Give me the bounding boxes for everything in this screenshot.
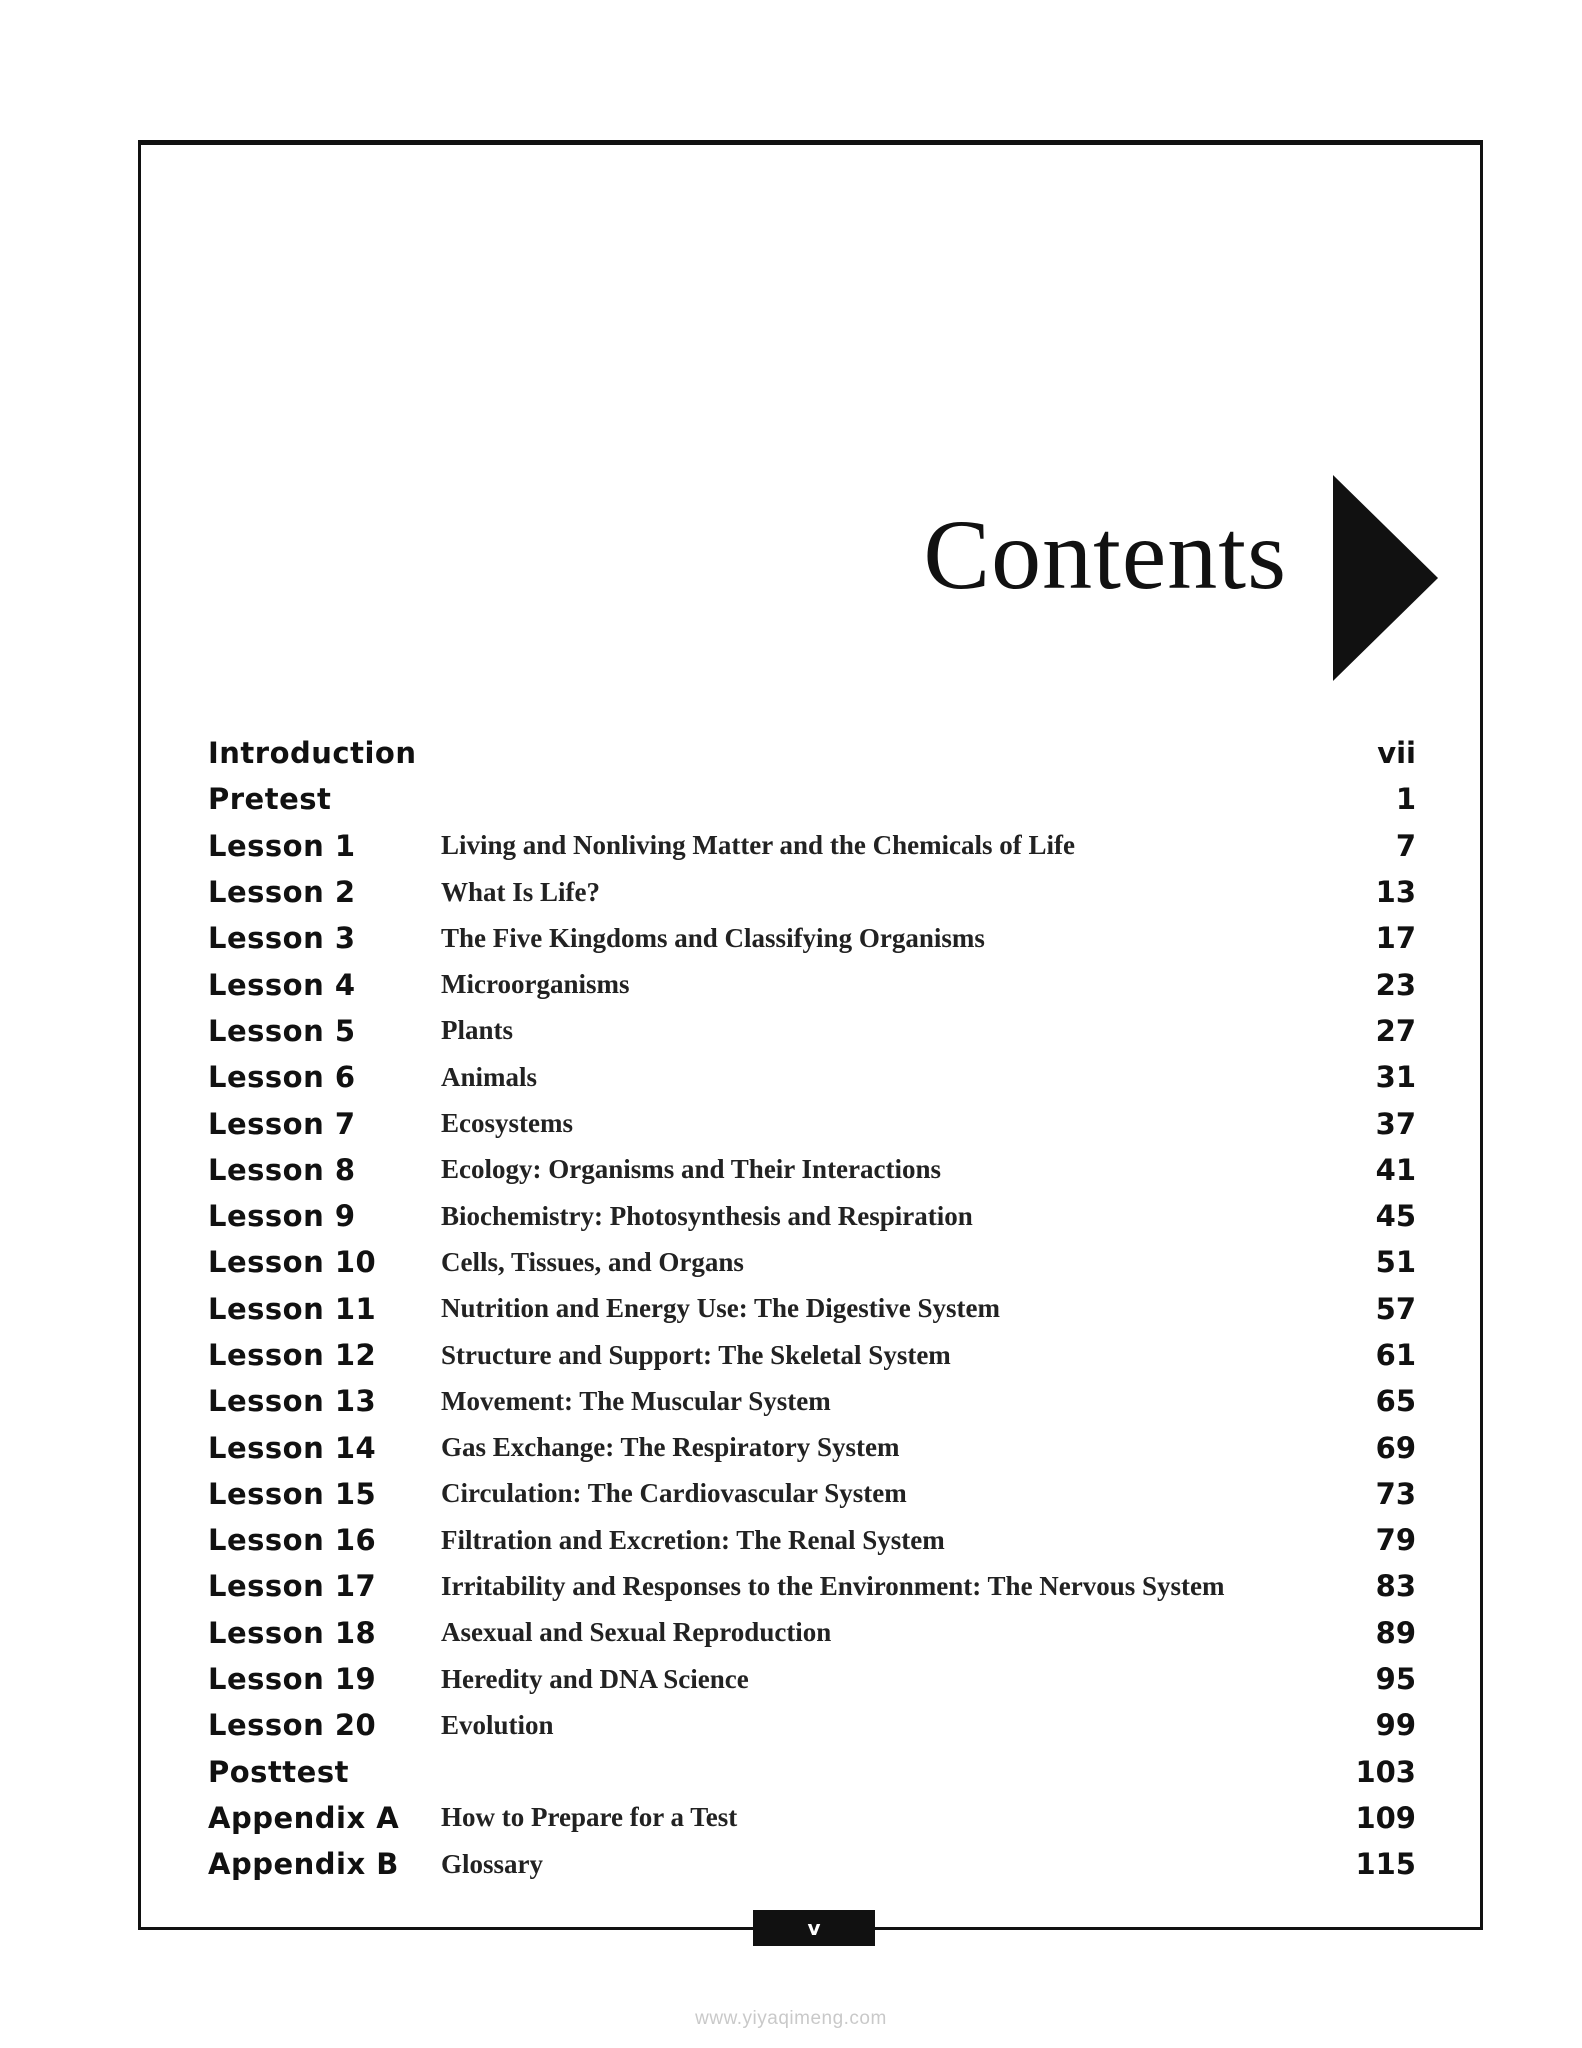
- toc-row-appendix-a[interactable]: [208, 1795, 1416, 1841]
- toc-row-lesson-15[interactable]: [208, 1471, 1416, 1517]
- toc-label: Lesson 18: [208, 1615, 377, 1650]
- toc-page: 1: [1395, 782, 1416, 817]
- toc-page: 61: [1375, 1338, 1416, 1372]
- toc-title: How to Prepare for a Test: [441, 1802, 738, 1833]
- toc-page: 73: [1375, 1476, 1416, 1511]
- toc-page: 13: [1375, 875, 1416, 910]
- watermark: www.yiyaqimeng.com: [695, 2008, 887, 2029]
- toc-row-lesson-1[interactable]: [208, 823, 1416, 869]
- toc-page: 7: [1395, 828, 1416, 863]
- toc-page: 27: [1375, 1013, 1416, 1048]
- toc-page: 95: [1375, 1662, 1416, 1697]
- toc-title: Evolution: [441, 1709, 554, 1740]
- toc-title: Filtration and Excretion: The Renal System: [441, 1524, 945, 1555]
- toc-label: Appendix B: [208, 1847, 399, 1882]
- toc-row-lesson-8[interactable]: [208, 1147, 1416, 1193]
- toc-row-lesson-5[interactable]: [208, 1008, 1416, 1054]
- toc-page: 65: [1375, 1384, 1416, 1419]
- toc-page: 23: [1375, 967, 1416, 1002]
- toc-label: Lesson 5: [208, 1013, 356, 1048]
- toc-row-lesson-18[interactable]: [208, 1610, 1416, 1656]
- toc-title: Nutrition and Energy Use: The Digestive System: [441, 1293, 1000, 1324]
- toc-label: Pretest: [208, 782, 332, 817]
- toc-row-lesson-6[interactable]: [208, 1054, 1416, 1100]
- toc-row-lesson-12[interactable]: [208, 1332, 1416, 1378]
- toc-title: Ecosystems: [441, 1108, 573, 1139]
- toc-label: Appendix A: [208, 1800, 400, 1835]
- table-of-contents: [208, 730, 1416, 1887]
- toc-label: Lesson 9: [208, 1199, 356, 1234]
- toc-label: Lesson 4: [208, 967, 356, 1002]
- toc-label: Lesson 16: [208, 1523, 377, 1558]
- toc-title: Cells, Tissues, and Organs: [441, 1246, 744, 1277]
- toc-title: Glossary: [441, 1848, 544, 1879]
- toc-page: 41: [1375, 1152, 1416, 1187]
- toc-row-pretest[interactable]: [208, 776, 1416, 822]
- toc-title: What Is Life?: [441, 876, 601, 907]
- toc-row-posttest[interactable]: [208, 1749, 1416, 1795]
- toc-page: 31: [1375, 1060, 1416, 1095]
- toc-page: 69: [1375, 1430, 1416, 1465]
- toc-row-lesson-3[interactable]: [208, 915, 1416, 961]
- toc-row-lesson-2[interactable]: [208, 869, 1416, 915]
- toc-row-lesson-9[interactable]: [208, 1193, 1416, 1239]
- toc-title: Biochemistry: Photosynthesis and Respiration: [441, 1200, 973, 1231]
- toc-label: Lesson 15: [208, 1476, 377, 1511]
- toc-row-lesson-11[interactable]: [208, 1286, 1416, 1332]
- toc-label: Lesson 13: [208, 1384, 377, 1419]
- toc-label: Lesson 11: [208, 1291, 377, 1326]
- toc-label: Introduction: [208, 736, 417, 771]
- toc-title: Ecology: Organisms and Their Interactions: [441, 1154, 942, 1185]
- toc-label: Lesson 2: [208, 875, 356, 910]
- toc-row-appendix-b[interactable]: [208, 1841, 1416, 1887]
- toc-page: 79: [1375, 1523, 1416, 1558]
- toc-page: 115: [1355, 1847, 1416, 1882]
- arrow-right-icon: [1333, 475, 1438, 681]
- toc-page: 45: [1375, 1199, 1416, 1234]
- toc-title: Plants: [441, 1015, 514, 1046]
- toc-label: Posttest: [208, 1754, 349, 1789]
- toc-page: vii: [1377, 736, 1416, 771]
- toc-row-lesson-17[interactable]: [208, 1563, 1416, 1609]
- page-number-tab: v: [753, 1910, 875, 1946]
- toc-page: 99: [1375, 1708, 1416, 1743]
- toc-row-lesson-20[interactable]: [208, 1702, 1416, 1748]
- page-title: Contents: [923, 499, 1287, 610]
- toc-label: Lesson 12: [208, 1338, 377, 1372]
- toc-label: Lesson 3: [208, 921, 356, 956]
- toc-row-lesson-7[interactable]: [208, 1100, 1416, 1146]
- toc-title: The Five Kingdoms and Classifying Organisms: [441, 922, 985, 953]
- toc-page: 103: [1355, 1754, 1416, 1789]
- toc-label: Lesson 10: [208, 1245, 377, 1280]
- toc-page: 109: [1355, 1800, 1416, 1835]
- toc-label: Lesson 8: [208, 1152, 356, 1187]
- toc-page: 37: [1375, 1106, 1416, 1141]
- toc-title: Circulation: The Cardiovascular System: [441, 1478, 907, 1509]
- toc-row-lesson-16[interactable]: [208, 1517, 1416, 1563]
- toc-row-lesson-14[interactable]: [208, 1424, 1416, 1470]
- toc-title: Gas Exchange: The Respiratory System: [441, 1432, 900, 1463]
- toc-page: 51: [1375, 1245, 1416, 1280]
- toc-label: Lesson 6: [208, 1060, 356, 1095]
- toc-label: Lesson 1: [208, 828, 356, 863]
- toc-title: Movement: The Muscular System: [441, 1385, 831, 1416]
- toc-row-introduction[interactable]: [208, 730, 1416, 776]
- toc-label: Lesson 20: [208, 1708, 377, 1743]
- toc-label: Lesson 14: [208, 1430, 377, 1465]
- toc-row-lesson-4[interactable]: [208, 961, 1416, 1007]
- toc-row-lesson-19[interactable]: [208, 1656, 1416, 1702]
- toc-label: Lesson 19: [208, 1662, 377, 1697]
- toc-title: Microorganisms: [441, 969, 630, 1000]
- toc-title: Animals: [441, 1061, 538, 1092]
- toc-title: Heredity and DNA Science: [441, 1663, 749, 1694]
- toc-label: Lesson 17: [208, 1569, 377, 1604]
- toc-title: Asexual and Sexual Reproduction: [441, 1617, 832, 1648]
- toc-title: Living and Nonliving Matter and the Chemicals of Life: [441, 830, 1076, 861]
- toc-title: Structure and Support: The Skeletal System: [441, 1339, 951, 1370]
- toc-page: 17: [1375, 921, 1416, 956]
- toc-title: Irritability and Responses to the Environment: The Nervous System: [441, 1570, 1225, 1601]
- toc-label: Lesson 7: [208, 1106, 356, 1141]
- toc-page: 57: [1375, 1291, 1416, 1326]
- toc-page: 89: [1375, 1615, 1416, 1650]
- toc-row-lesson-10[interactable]: [208, 1239, 1416, 1285]
- toc-page: 83: [1375, 1569, 1416, 1604]
- toc-row-lesson-13[interactable]: [208, 1378, 1416, 1424]
